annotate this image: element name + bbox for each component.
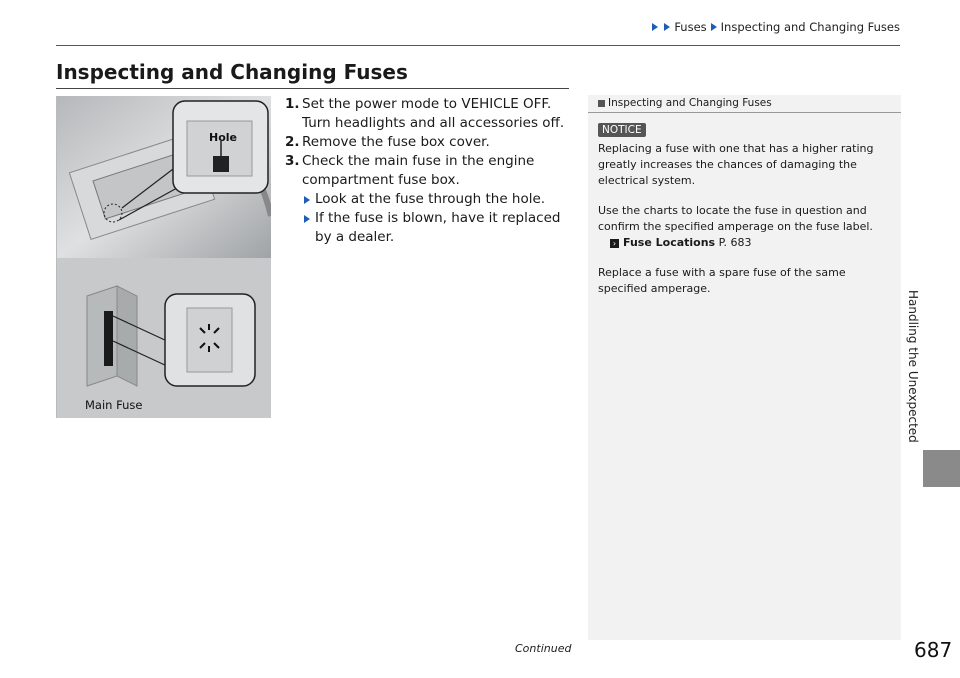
breadcrumb bbox=[650, 20, 900, 34]
sidebar-notes bbox=[588, 95, 901, 640]
charts-text: Use the charts to locate the fuse in question and confirm the specified amperage on the fuse label. bbox=[598, 204, 873, 233]
page-number: 687 bbox=[914, 638, 953, 662]
fuse-box-illustration bbox=[56, 96, 271, 418]
step-3: 3. Check the main fuse in the engine compartment fuse box. bbox=[285, 153, 535, 188]
instruction-steps bbox=[285, 95, 570, 247]
fuse-locations-link[interactable]: › Fuse Locations P. 683 bbox=[610, 235, 901, 251]
breadcrumb-fuses[interactable]: Fuses bbox=[674, 20, 707, 34]
hole-label: Hole bbox=[209, 131, 237, 144]
main-fuse-label: Main Fuse bbox=[85, 398, 143, 412]
substep-2: If the fuse is blown, have it replaced by a dealer. bbox=[302, 209, 570, 247]
step-1: 1. Set the power mode to VEHICLE OFF. Turn headlights and all accessories off. bbox=[285, 96, 565, 131]
notice-text: Replacing a fuse with one that has a higher rating greatly increases the chances of damaging the electrical system. bbox=[598, 142, 874, 187]
fuse-illustration-svg bbox=[57, 96, 271, 418]
section-label: Handling the Unexpected bbox=[906, 290, 920, 443]
arrow-icon bbox=[304, 215, 310, 223]
breadcrumb-inspecting[interactable]: Inspecting and Changing Fuses bbox=[720, 20, 900, 34]
header-divider bbox=[56, 45, 900, 46]
arrow-icon bbox=[711, 23, 717, 31]
replace-text: Replace a fuse with a spare fuse of the same specified amperage. bbox=[598, 266, 846, 295]
notice-badge: NOTICE bbox=[598, 123, 646, 137]
title-divider bbox=[56, 88, 569, 89]
reference-arrow-icon: › bbox=[610, 239, 619, 248]
page-title: Inspecting and Changing Fuses bbox=[56, 60, 408, 84]
step-2: 2. Remove the fuse box cover. bbox=[285, 134, 490, 150]
note-marker-icon bbox=[598, 100, 605, 107]
arrow-icon bbox=[304, 196, 310, 204]
arrow-icon bbox=[664, 23, 670, 31]
section-tab bbox=[923, 450, 960, 487]
substep-1: Look at the fuse through the hole. bbox=[302, 190, 570, 209]
arrow-icon bbox=[652, 23, 658, 31]
sidebar-heading: Inspecting and Changing Fuses bbox=[588, 95, 901, 113]
continued-label: Continued bbox=[515, 642, 572, 655]
